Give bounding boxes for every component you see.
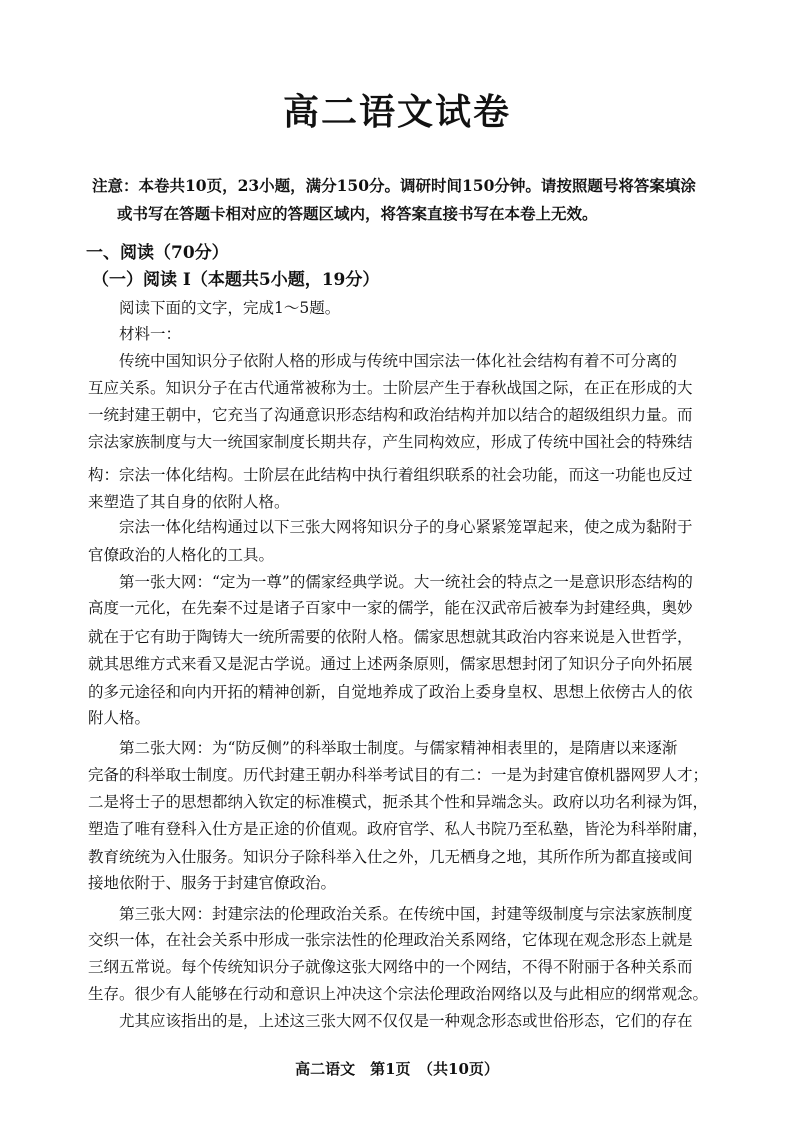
passage-line: 尤其应该指出的是，上述这三张大网不仅仅是一种观念形态或世俗形态，它们的存在 xyxy=(119,1012,693,1030)
passage-line: 塑造了唯有登科入仕方是正途的价值观。政府官学、私人书院乃至私塾，皆沦为科举附庸， xyxy=(88,820,709,838)
instruction-text: 阅读下面的文字，完成1～5题。 xyxy=(119,299,341,317)
passage-line: 传统中国知识分子依附人格的形成与传统中国宗法一体化社会结构有着不可分离的 xyxy=(119,352,678,370)
passage-line: 第二张大网：为“防反侧”的科举取士制度。与儒家精神相表里的，是隋唐以来逐渐 xyxy=(119,739,678,757)
passage-line: 来塑造了其自身的依附人格。 xyxy=(88,493,290,511)
notice-line-2: 或书写在答题卡相对应的答题区域内，将答案直接书写在本卷上无效。 xyxy=(117,204,598,223)
passage-line: 一统封建王朝中，它充当了沟通意识形态结构和政治结构并加以结合的超级组织力量。而 xyxy=(88,406,693,424)
passage-line: 宗法家族制度与大一统国家制度长期共存，产生同构效应，形成了传统中国社会的特殊结 xyxy=(88,433,693,451)
passage-line: 附人格。 xyxy=(88,709,151,727)
section-heading: 一、阅读（70分） xyxy=(86,243,229,263)
page-footer: 高二语文 第1页 （共10页） xyxy=(295,1060,499,1078)
passage-line: 的多元途径和向内开拓的精神创新，自觉地养成了政治上委身皇权、思想上依傍古人的依 xyxy=(88,683,693,701)
passage-line: 完备的科举取士制度。历代封建王朝办科举考试目的有二：一是为封建官僚机器网罗人才； xyxy=(88,766,709,784)
passage-line: 官僚政治的人格化的工具。 xyxy=(88,546,275,564)
passage-line: 教育统统为入仕服务。知识分子除科举入仕之外，几无栖身之地，其所作所为都直接或间 xyxy=(88,848,693,866)
passage-line: 生存。很少有人能够在行动和意识上冲决这个宗法伦理政治网络以及与此相应的纲常观念。 xyxy=(88,985,709,1003)
passage-line: 高度一元化，在先秦不过是诸子百家中一家的儒学，能在汉武帝后被奉为封建经典，奥妙 xyxy=(88,599,693,617)
passage-line: 接地依附于、服务于封建官僚政治。 xyxy=(88,874,337,892)
subsection-heading: （一）阅读 I（本题共5小题，19分） xyxy=(92,270,380,290)
passage-line: 第三张大网：封建宗法的伦理政治关系。在传统中国，封建等级制度与宗法家族制度 xyxy=(119,905,693,923)
page-title: 高二语文试卷 xyxy=(282,91,511,133)
passage-line: 第一张大网：“定为一尊”的儒家经典学说。大一统社会的特点之一是意识形态结构的 xyxy=(119,573,693,591)
material-label: 材料一： xyxy=(119,325,182,343)
passage-line: 交织一体，在社会关系中形成一张宗法性的伦理政治关系网络，它体现在观念形态上就是 xyxy=(88,931,693,949)
passage-line: 构：宗法一体化结构。士阶层在此结构中执行着组织联系的社会功能，而这一功能也反过 xyxy=(88,466,693,484)
passage-line: 宗法一体化结构通过以下三张大网将知识分子的身心紧紧笼罩起来，使之成为黏附于 xyxy=(119,518,693,536)
passage-line: 二是将士子的思想都纳入钦定的标准模式，扼杀其个性和异端念头。政府以功名利禄为饵， xyxy=(88,793,709,811)
passage-line: 互应关系。知识分子在古代通常被称为士。士阶层产生于春秋战国之际，在正在形成的大 xyxy=(88,379,693,397)
passage-line: 就在于它有助于陶铸大一统所需要的依附人格。儒家思想就其政治内容来说是入世哲学， xyxy=(88,628,693,646)
notice-line-1: 注意：本卷共10页，23小题，满分150分。调研时间150分钟。请按照题号将答案填涂 xyxy=(92,176,696,195)
passage-line: 就其思维方式来看又是泥古学说。通过上述两条原则，儒家思想封闭了知识分子向外拓展 xyxy=(88,655,693,673)
passage-line: 三纲五常说。每个传统知识分子就像这张大网络中的一个网结，不得不附丽于各种关系而 xyxy=(88,958,693,976)
